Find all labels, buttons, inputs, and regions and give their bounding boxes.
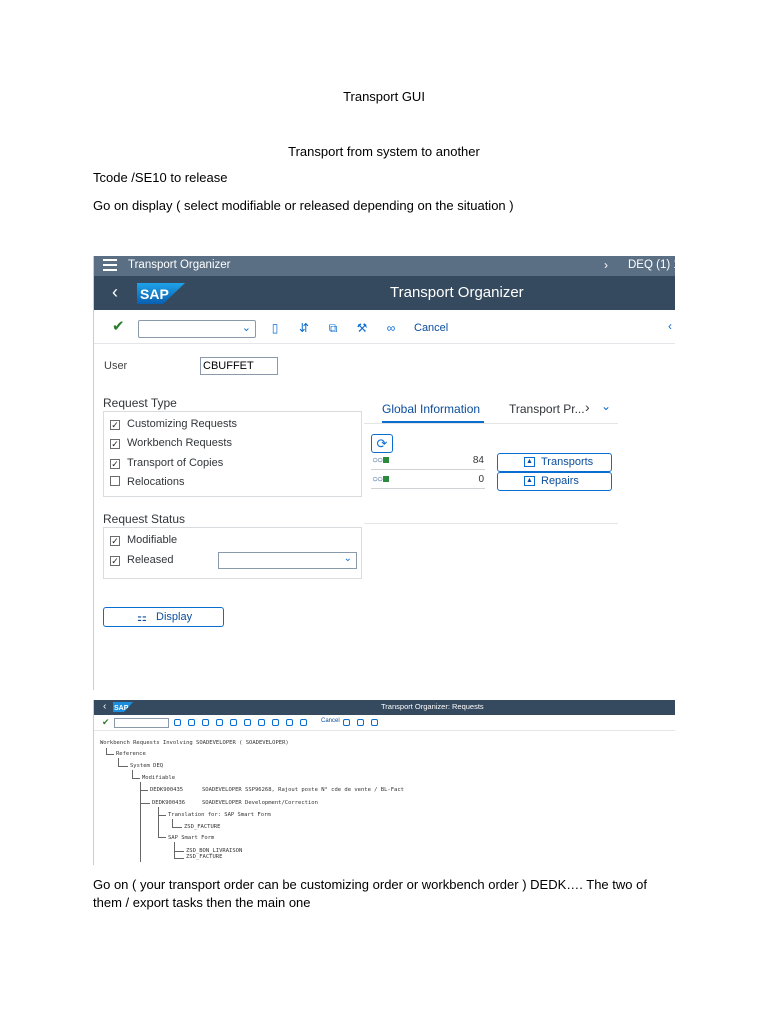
window-titlebar [94, 256, 680, 276]
sap-logo-text: SAP [140, 286, 169, 302]
checkbox-label: Modifiable [127, 534, 178, 546]
checkbox-label: Transport of Copies [127, 457, 224, 469]
chevron-down-icon[interactable]: ⌄ [601, 399, 612, 413]
tree-node-translation[interactable]: Translation for: SAP Smart Form [168, 812, 271, 818]
command-field[interactable] [138, 320, 256, 338]
checkbox-icon: ✓ [111, 556, 119, 566]
repairs-button-label: Repairs [541, 475, 579, 487]
checkbox-relocations[interactable] [110, 476, 184, 488]
hierarchy-icon: ⚏ [137, 612, 147, 624]
footer-instruction-line-1: Go on ( your transport order can be customizing order or workbench order ) DEDK…. The two of [93, 877, 647, 892]
checkbox-label: Workbench Requests [127, 437, 232, 449]
transports-button-label: Transports [541, 456, 594, 468]
sap-logo [137, 283, 185, 304]
release-icon[interactable] [230, 719, 237, 726]
requests-shell-bar [94, 700, 675, 715]
tree-connector [140, 782, 141, 862]
collapse-icon[interactable] [357, 719, 364, 726]
document-subtitle: Transport from system to another [288, 144, 480, 159]
create-icon[interactable] [272, 719, 279, 726]
tab-transport-proposals[interactable]: Transport Pr... [509, 402, 585, 416]
tree-node-bon-livraison[interactable]: ZSD_BON_LIVRAISON [186, 848, 243, 854]
tree-connector [118, 766, 128, 767]
checkbox-label: Customizing Requests [127, 418, 238, 430]
checkbox-label: Relocations [127, 476, 185, 488]
copy-icon[interactable] [244, 719, 251, 726]
request-status-title: Request Status [103, 512, 186, 526]
copy-icon[interactable]: ⧉ [328, 321, 338, 335]
tree-node-modifiable[interactable]: Modifiable [142, 775, 176, 781]
tree-connector [174, 842, 175, 858]
global-information-panel [364, 424, 618, 524]
chevron-down-icon: ⌄ [343, 553, 352, 564]
hamburger-menu-icon[interactable] [103, 259, 117, 274]
checkbox-icon: ✓ [111, 459, 119, 469]
transport-icon[interactable]: ⇵ [298, 321, 310, 335]
tree-connector [140, 803, 150, 804]
edit-icon[interactable] [286, 719, 293, 726]
display-instruction: Go on display ( select modifiable or released depending on the situation ) [93, 198, 514, 213]
delete-icon[interactable] [258, 719, 265, 726]
check-icon[interactable]: ✔ [102, 717, 110, 727]
document-title: Transport GUI [343, 89, 425, 104]
tools-icon[interactable]: ⚒ [356, 321, 368, 335]
tree-connector [158, 807, 159, 837]
transport-status-icon: ○○ [372, 455, 389, 466]
user-input[interactable]: CBUFFET [200, 357, 278, 375]
user-label: User [104, 360, 128, 372]
tree-connector [174, 858, 184, 859]
display-button-label: Display [156, 611, 193, 623]
cancel-button[interactable]: Cancel [414, 322, 449, 334]
refresh-icon[interactable] [174, 719, 181, 726]
tree-connector [140, 790, 148, 791]
requests-toolbar [94, 715, 675, 731]
window-title: Transport Organizer [128, 259, 231, 271]
requests-window-title: Transport Organizer: Requests [381, 702, 484, 711]
display-button[interactable] [103, 607, 224, 627]
tree-connector [158, 837, 166, 838]
checkbox-modifiable[interactable] [110, 534, 177, 546]
footer-instruction-line-2: them / export tasks then the main one [93, 895, 311, 910]
stat-row-repairs [371, 473, 485, 489]
tree-node-request-1[interactable]: DEDK900435 [150, 787, 184, 793]
checkbox-icon: ✓ [111, 439, 119, 449]
tree-node-reference[interactable]: Reference [116, 751, 146, 757]
request-type-title: Request Type [103, 396, 177, 410]
transports-button[interactable] [497, 453, 612, 472]
check-icon[interactable]: ✔ [112, 318, 125, 335]
check-object-icon[interactable] [216, 719, 223, 726]
tree-node-request-2[interactable]: DEDK900436 [152, 800, 186, 806]
repairs-button[interactable] [497, 472, 612, 491]
checkbox-icon: ✓ [111, 536, 119, 546]
active-tab-indicator [382, 421, 484, 423]
tcode-instruction: Tcode /SE10 to release [93, 170, 228, 185]
checkbox-icon [110, 476, 120, 486]
transport-requests-screenshot [93, 700, 674, 865]
tree-connector [132, 770, 133, 778]
tree-connector [172, 827, 182, 828]
system-label: DEQ (1) 1 [628, 259, 680, 271]
tree-node-system[interactable]: System DEQ [130, 763, 164, 769]
expand-icon[interactable] [343, 719, 350, 726]
settings-icon[interactable] [371, 719, 378, 726]
sap-logo-text: SAP [114, 705, 129, 712]
shell-bar [94, 276, 675, 310]
command-field[interactable] [114, 718, 169, 728]
tab-global-information[interactable]: Global Information [382, 402, 481, 416]
stat-row-transports [371, 454, 485, 470]
back-icon[interactable]: ‹ [112, 282, 118, 302]
tree-node-zsd-facture[interactable]: ZSD_FACTURE [184, 824, 221, 830]
checkbox-label: Released [127, 554, 174, 566]
chevron-down-icon: ⌄ [241, 322, 251, 334]
toolbar [94, 310, 675, 344]
tree-node-request-2-desc: SOADEVELOPER Development/Correction [202, 800, 318, 806]
tree-connector [106, 754, 114, 755]
chevron-left-icon[interactable]: ‹ [668, 319, 672, 333]
transport-organizer-screenshot [93, 256, 680, 690]
chevron-right-icon[interactable]: › [604, 258, 608, 272]
checkbox-transport-of-copies[interactable] [110, 457, 223, 469]
tree-header: Workbench Requests Involving SOADEVELOPER ( SOADEVELOPER) [100, 740, 289, 746]
tree-connector [174, 851, 184, 852]
checkbox-customizing-requests[interactable] [110, 418, 237, 430]
repairs-count: 0 [478, 474, 484, 485]
tree-connector [172, 819, 173, 827]
tree-node-facture[interactable]: ZSD_FACTURE [186, 854, 223, 860]
released-date-select[interactable] [218, 552, 357, 569]
binoculars-icon[interactable]: ∞ [386, 321, 396, 335]
request-type-group [103, 411, 362, 497]
checkbox-released[interactable] [110, 554, 173, 566]
document-icon[interactable]: ▯ [271, 321, 279, 335]
shell-title: Transport Organizer [390, 284, 524, 301]
tree-connector [132, 778, 140, 779]
cancel-button[interactable]: Cancel [321, 718, 340, 724]
tree-connector [158, 815, 166, 816]
checkbox-icon: ✓ [111, 420, 119, 430]
transports-count: 84 [472, 455, 484, 466]
back-icon[interactable]: ‹ [103, 701, 107, 712]
binoculars-icon[interactable] [300, 719, 307, 726]
repair-status-icon: ○○ [372, 474, 389, 485]
image-icon: ▲ [524, 476, 535, 486]
info-tabs [364, 394, 618, 424]
tree-connector [118, 758, 119, 766]
image-icon: ▲ [524, 457, 535, 467]
tree-node-smart-form[interactable]: SAP Smart Form [168, 835, 215, 841]
tree-node-request-1-desc: SOADEVELOPER SSP96268, Rajout poste N° cde de vente / BL-Fact [202, 787, 404, 793]
refresh-icon[interactable]: ⟳ [371, 434, 393, 453]
checkbox-workbench-requests[interactable] [110, 437, 232, 449]
display-change-icon[interactable] [188, 719, 195, 726]
chevron-right-icon[interactable]: › [585, 399, 590, 415]
sap-logo [113, 702, 133, 712]
tools-icon[interactable] [202, 719, 209, 726]
